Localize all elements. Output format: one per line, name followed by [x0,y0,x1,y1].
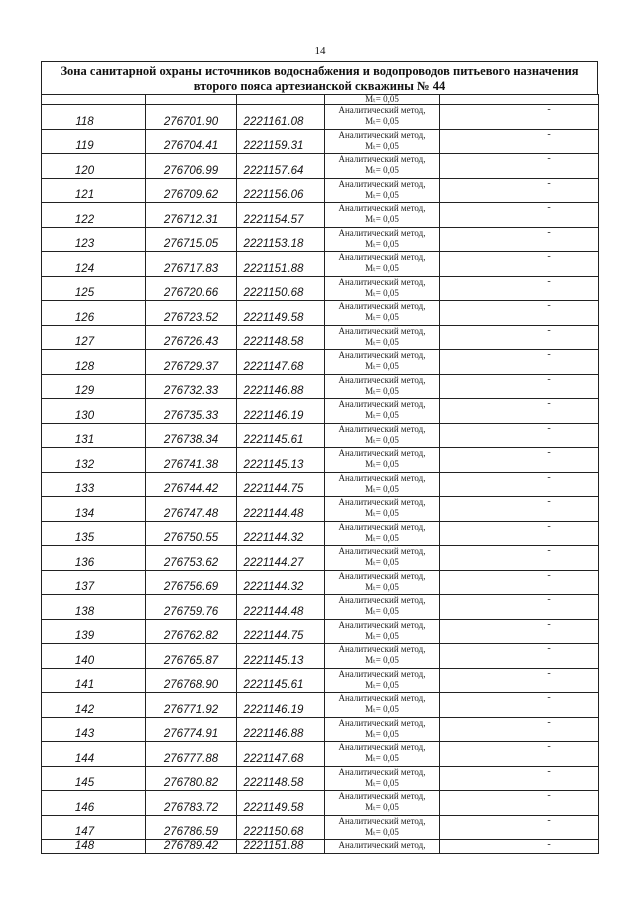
method-name: Аналитический метод, [338,350,426,360]
point-number-cell: 144 [42,742,146,767]
x-coordinate-cell: 276732.33 [146,374,237,399]
point-number-cell: 128 [42,350,146,375]
method-cell [325,423,440,448]
y-coordinate-cell: 2221144.48 [237,595,325,620]
x-coordinate-cell: 276780.82 [146,766,237,791]
point-number-cell: 124 [42,252,146,277]
table-row [42,619,599,644]
method-name: Аналитический метод, [338,276,426,287]
coordinates-table [41,94,599,854]
method-name: Аналитический метод, [338,546,426,556]
point-number-cell: 127 [42,325,146,350]
method-cell: Аналитический метод, [325,840,440,854]
method-cell [325,497,440,522]
method-parameter: Mₜ= 0,05 [365,753,399,763]
y-coordinate-cell: 2221148.58 [237,325,325,350]
table-row [42,595,599,620]
y-coordinate-cell: 2221161.08 [237,105,325,130]
point-number-cell: 118 [42,105,146,130]
extra-cell: - [440,129,599,154]
table-row-last [42,840,599,854]
point-number-cell: 119 [42,129,146,154]
x-coordinate-cell: 276712.31 [146,203,237,228]
y-coordinate-cell: 2221145.61 [237,423,325,448]
y-coordinate-cell: 2221149.58 [237,791,325,816]
method-cell [325,399,440,424]
method-name: Аналитический метод, [338,448,426,458]
method-cell [325,668,440,693]
y-coordinate-cell: 2221146.88 [237,374,325,399]
method-cell [325,129,440,154]
x-coordinate-cell [146,95,237,105]
x-coordinate-cell: 276726.43 [146,325,237,350]
title-line-1: Зона санитарной охраны источников водоснабжения и водопроводов питьевого назначения [60,64,579,78]
point-number-cell: 122 [42,203,146,228]
method-cell [325,227,440,252]
method-parameter: Mₜ= 0,05 [365,826,399,837]
table-row [42,252,599,277]
y-coordinate-cell: 2221144.75 [237,472,325,497]
y-coordinate-cell: 2221148.58 [237,766,325,791]
method-parameter: Mₜ= 0,05 [365,165,399,175]
method-parameter: Mₜ= 0,05 [365,189,399,200]
x-coordinate-cell: 276744.42 [146,472,237,497]
extra-cell [440,95,599,105]
point-number-cell: 142 [42,693,146,718]
extra-cell: - [440,815,599,840]
method-name: Аналитический метод, [338,423,426,434]
table-row [42,154,599,179]
method-parameter: Mₜ= 0,05 [365,238,399,249]
point-number-cell: 141 [42,668,146,693]
table-row [42,350,599,375]
method-cell [325,154,440,179]
y-coordinate-cell: 2221145.13 [237,448,325,473]
point-number-cell: 148 [42,840,146,854]
method-parameter: Mₜ= 0,05 [365,704,399,714]
table-row [42,276,599,301]
extra-cell: - [440,570,599,595]
y-coordinate-cell: 2221144.32 [237,521,325,546]
method-cell [325,693,440,718]
method-parameter: Mₜ= 0,05 [365,140,399,151]
table-row [42,423,599,448]
point-number-cell: 130 [42,399,146,424]
y-coordinate-cell: 2221146.19 [237,693,325,718]
table-row [42,105,599,130]
method-cell [325,717,440,742]
table-row [42,668,599,693]
method-cell [325,472,440,497]
table-row [42,693,599,718]
extra-cell: - [440,766,599,791]
y-coordinate-cell: 2221151.88 [237,840,325,854]
y-coordinate-cell: 2221144.27 [237,546,325,571]
table-row [42,815,599,840]
method-parameter: Mₜ= 0,05 [365,557,399,567]
method-cell [325,105,440,130]
y-coordinate-cell: 2221150.68 [237,815,325,840]
method-name: Аналитический метод, [338,717,426,728]
extra-cell: - [440,178,599,203]
y-coordinate-cell: 2221144.75 [237,619,325,644]
table-row [42,497,599,522]
method-name: Аналитический метод, [338,472,426,483]
table-row [42,546,599,571]
y-coordinate-cell: 2221153.18 [237,227,325,252]
method-cell [325,766,440,791]
method-cell [325,252,440,277]
extra-cell: - [440,154,599,179]
method-name: Аналитический метод, [338,619,426,630]
method-name: Аналитический метод, [338,815,426,826]
method-name: Аналитический метод, [338,644,426,654]
point-number-cell: 139 [42,619,146,644]
method-name: Аналитический метод, [338,252,426,262]
method-parameter: Mₜ= 0,05 [365,532,399,543]
method-parameter: Mₜ= 0,05 [365,483,399,494]
point-number-cell: 129 [42,374,146,399]
method-cell [325,276,440,301]
method-cell [325,742,440,767]
x-coordinate-cell: 276747.48 [146,497,237,522]
y-coordinate-cell: 2221154.57 [237,203,325,228]
x-coordinate-cell: 276729.37 [146,350,237,375]
extra-cell: - [440,693,599,718]
x-coordinate-cell: 276768.90 [146,668,237,693]
method-cell [325,301,440,326]
method-cell [325,203,440,228]
y-coordinate-cell: 2221157.64 [237,154,325,179]
table-row [42,791,599,816]
y-coordinate-cell: 2221146.19 [237,399,325,424]
table-row [42,742,599,767]
y-coordinate-cell: 2221147.68 [237,742,325,767]
method-parameter: Mₜ= 0,05 [365,263,399,273]
method-parameter: Mₜ= 0,05 [365,287,399,298]
extra-cell: - [440,399,599,424]
method-cell [325,178,440,203]
x-coordinate-cell: 276753.62 [146,546,237,571]
point-number-cell: 134 [42,497,146,522]
point-number-cell: 125 [42,276,146,301]
method-cell: Mₜ= 0,05 [325,95,440,105]
x-coordinate-cell: 276720.66 [146,276,237,301]
x-coordinate-cell: 276709.62 [146,178,237,203]
table-row [42,521,599,546]
method-name: Аналитический метод, [338,301,426,311]
extra-cell: - [440,423,599,448]
point-number-cell: 135 [42,521,146,546]
method-cell [325,546,440,571]
page-number: 14 [314,45,326,57]
extra-cell: - [440,840,599,854]
x-coordinate-cell: 276765.87 [146,644,237,669]
extra-cell: - [440,448,599,473]
x-coordinate-cell: 276774.91 [146,717,237,742]
point-number-cell: 140 [42,644,146,669]
x-coordinate-cell: 276783.72 [146,791,237,816]
point-number-cell: 145 [42,766,146,791]
method-parameter: Mₜ= 0,05 [365,116,399,126]
point-number-cell: 126 [42,301,146,326]
table-row-continued [42,95,599,105]
x-coordinate-cell: 276715.05 [146,227,237,252]
x-coordinate-cell: 276723.52 [146,301,237,326]
y-coordinate-cell: 2221147.68 [237,350,325,375]
point-number-cell: 123 [42,227,146,252]
x-coordinate-cell: 276759.76 [146,595,237,620]
method-parameter: Mₜ= 0,05 [365,679,399,690]
point-number-cell: 120 [42,154,146,179]
method-parameter: Mₜ= 0,05 [365,361,399,371]
x-coordinate-cell: 276777.88 [146,742,237,767]
table-row [42,448,599,473]
x-coordinate-cell: 276789.42 [146,840,237,854]
extra-cell: - [440,668,599,693]
x-coordinate-cell: 276701.90 [146,105,237,130]
extra-cell: - [440,595,599,620]
table-row [42,301,599,326]
table-row [42,129,599,154]
x-coordinate-cell: 276771.92 [146,693,237,718]
extra-cell: - [440,105,599,130]
method-name: Аналитический метод, [338,129,426,140]
y-coordinate-cell: 2221144.32 [237,570,325,595]
method-name: Аналитический метод, [338,325,426,336]
extra-cell: - [440,301,599,326]
x-coordinate-cell: 276762.82 [146,619,237,644]
method-parameter: Mₜ= 0,05 [365,508,399,518]
point-number-cell: 131 [42,423,146,448]
method-parameter: Mₜ= 0,05 [365,312,399,322]
method-name: Аналитический метод, [338,178,426,189]
extra-cell: - [440,325,599,350]
extra-cell: - [440,350,599,375]
extra-cell: - [440,276,599,301]
y-coordinate-cell: 2221146.88 [237,717,325,742]
point-number-cell [42,95,146,105]
table-row [42,717,599,742]
table-row [42,644,599,669]
coordinates-sheet [41,61,598,854]
extra-cell: - [440,252,599,277]
y-coordinate-cell: 2221145.61 [237,668,325,693]
method-parameter: Mₜ= 0,05 [365,581,399,592]
method-name: Аналитический метод, [338,595,426,605]
method-parameter: Mₜ= 0,05 [365,336,399,347]
method-parameter: Mₜ= 0,05 [365,410,399,420]
method-name: Аналитический метод, [338,497,426,507]
y-coordinate-cell: 2221145.13 [237,644,325,669]
method-name: Аналитический метод, [338,693,426,703]
extra-cell: - [440,717,599,742]
method-name: Аналитический метод, [338,521,426,532]
x-coordinate-cell: 276741.38 [146,448,237,473]
method-name: Аналитический метод, [338,227,426,238]
x-coordinate-cell: 276706.99 [146,154,237,179]
x-coordinate-cell: 276756.69 [146,570,237,595]
method-cell [325,448,440,473]
point-number-cell: 137 [42,570,146,595]
table-row [42,325,599,350]
method-cell [325,325,440,350]
table-row [42,472,599,497]
method-cell [325,521,440,546]
x-coordinate-cell: 276704.41 [146,129,237,154]
method-parameter: Mₜ= 0,05 [365,777,399,788]
x-coordinate-cell: 276717.83 [146,252,237,277]
y-coordinate-cell: 2221159.31 [237,129,325,154]
table-row [42,570,599,595]
table-title [41,61,598,94]
method-cell [325,350,440,375]
y-coordinate-cell: 2221150.68 [237,276,325,301]
point-number-cell: 147 [42,815,146,840]
table-row [42,399,599,424]
method-cell [325,595,440,620]
table-row [42,766,599,791]
method-cell [325,619,440,644]
method-parameter: Mₜ= 0,05 [365,728,399,739]
extra-cell: - [440,374,599,399]
x-coordinate-cell: 276786.59 [146,815,237,840]
method-parameter: Mₜ= 0,05 [365,802,399,812]
y-coordinate-cell [237,95,325,105]
y-coordinate-cell: 2221156.06 [237,178,325,203]
x-coordinate-cell: 276750.55 [146,521,237,546]
point-number-cell: 138 [42,595,146,620]
method-parameter: Mₜ= 0,05 [365,655,399,665]
y-coordinate-cell: 2221144.48 [237,497,325,522]
extra-cell: - [440,227,599,252]
y-coordinate-cell: 2221151.88 [237,252,325,277]
table-row [42,227,599,252]
table-row [42,203,599,228]
extra-cell: - [440,521,599,546]
method-cell [325,791,440,816]
method-name: Аналитический метод, [338,742,426,752]
method-parameter: Mₜ= 0,05 [365,385,399,396]
point-number-cell: 143 [42,717,146,742]
method-name: Аналитический метод, [338,154,426,164]
method-name: Аналитический метод, [338,105,426,115]
extra-cell: - [440,791,599,816]
table-row [42,374,599,399]
point-number-cell: 121 [42,178,146,203]
method-name: Аналитический метод, [338,399,426,409]
point-number-cell: 132 [42,448,146,473]
method-parameter: Mₜ= 0,05 [365,606,399,616]
method-parameter: Mₜ= 0,05 [365,459,399,469]
x-coordinate-cell: 276735.33 [146,399,237,424]
method-cell [325,374,440,399]
method-name: Аналитический метод, [338,203,426,213]
x-coordinate-cell: 276738.34 [146,423,237,448]
method-parameter: Mₜ= 0,05 [365,214,399,224]
extra-cell: - [440,644,599,669]
extra-cell: - [440,619,599,644]
extra-cell: - [440,546,599,571]
extra-cell: - [440,742,599,767]
method-name: Аналитический метод, [338,668,426,679]
method-name: Аналитический метод, [338,570,426,581]
method-name: Аналитический метод, [338,374,426,385]
method-cell [325,570,440,595]
y-coordinate-cell: 2221149.58 [237,301,325,326]
extra-cell: - [440,203,599,228]
point-number-cell: 136 [42,546,146,571]
extra-cell: - [440,497,599,522]
point-number-cell: 133 [42,472,146,497]
extra-cell: - [440,472,599,497]
point-number-cell: 146 [42,791,146,816]
method-name: Аналитический метод, [338,766,426,777]
method-cell [325,644,440,669]
method-parameter: Mₜ= 0,05 [365,630,399,641]
title-line-2: второго пояса артезианской скважины № 44 [193,79,446,93]
method-name: Аналитический метод, [338,791,426,801]
method-cell [325,815,440,840]
table-row [42,178,599,203]
method-parameter: Mₜ= 0,05 [365,434,399,445]
